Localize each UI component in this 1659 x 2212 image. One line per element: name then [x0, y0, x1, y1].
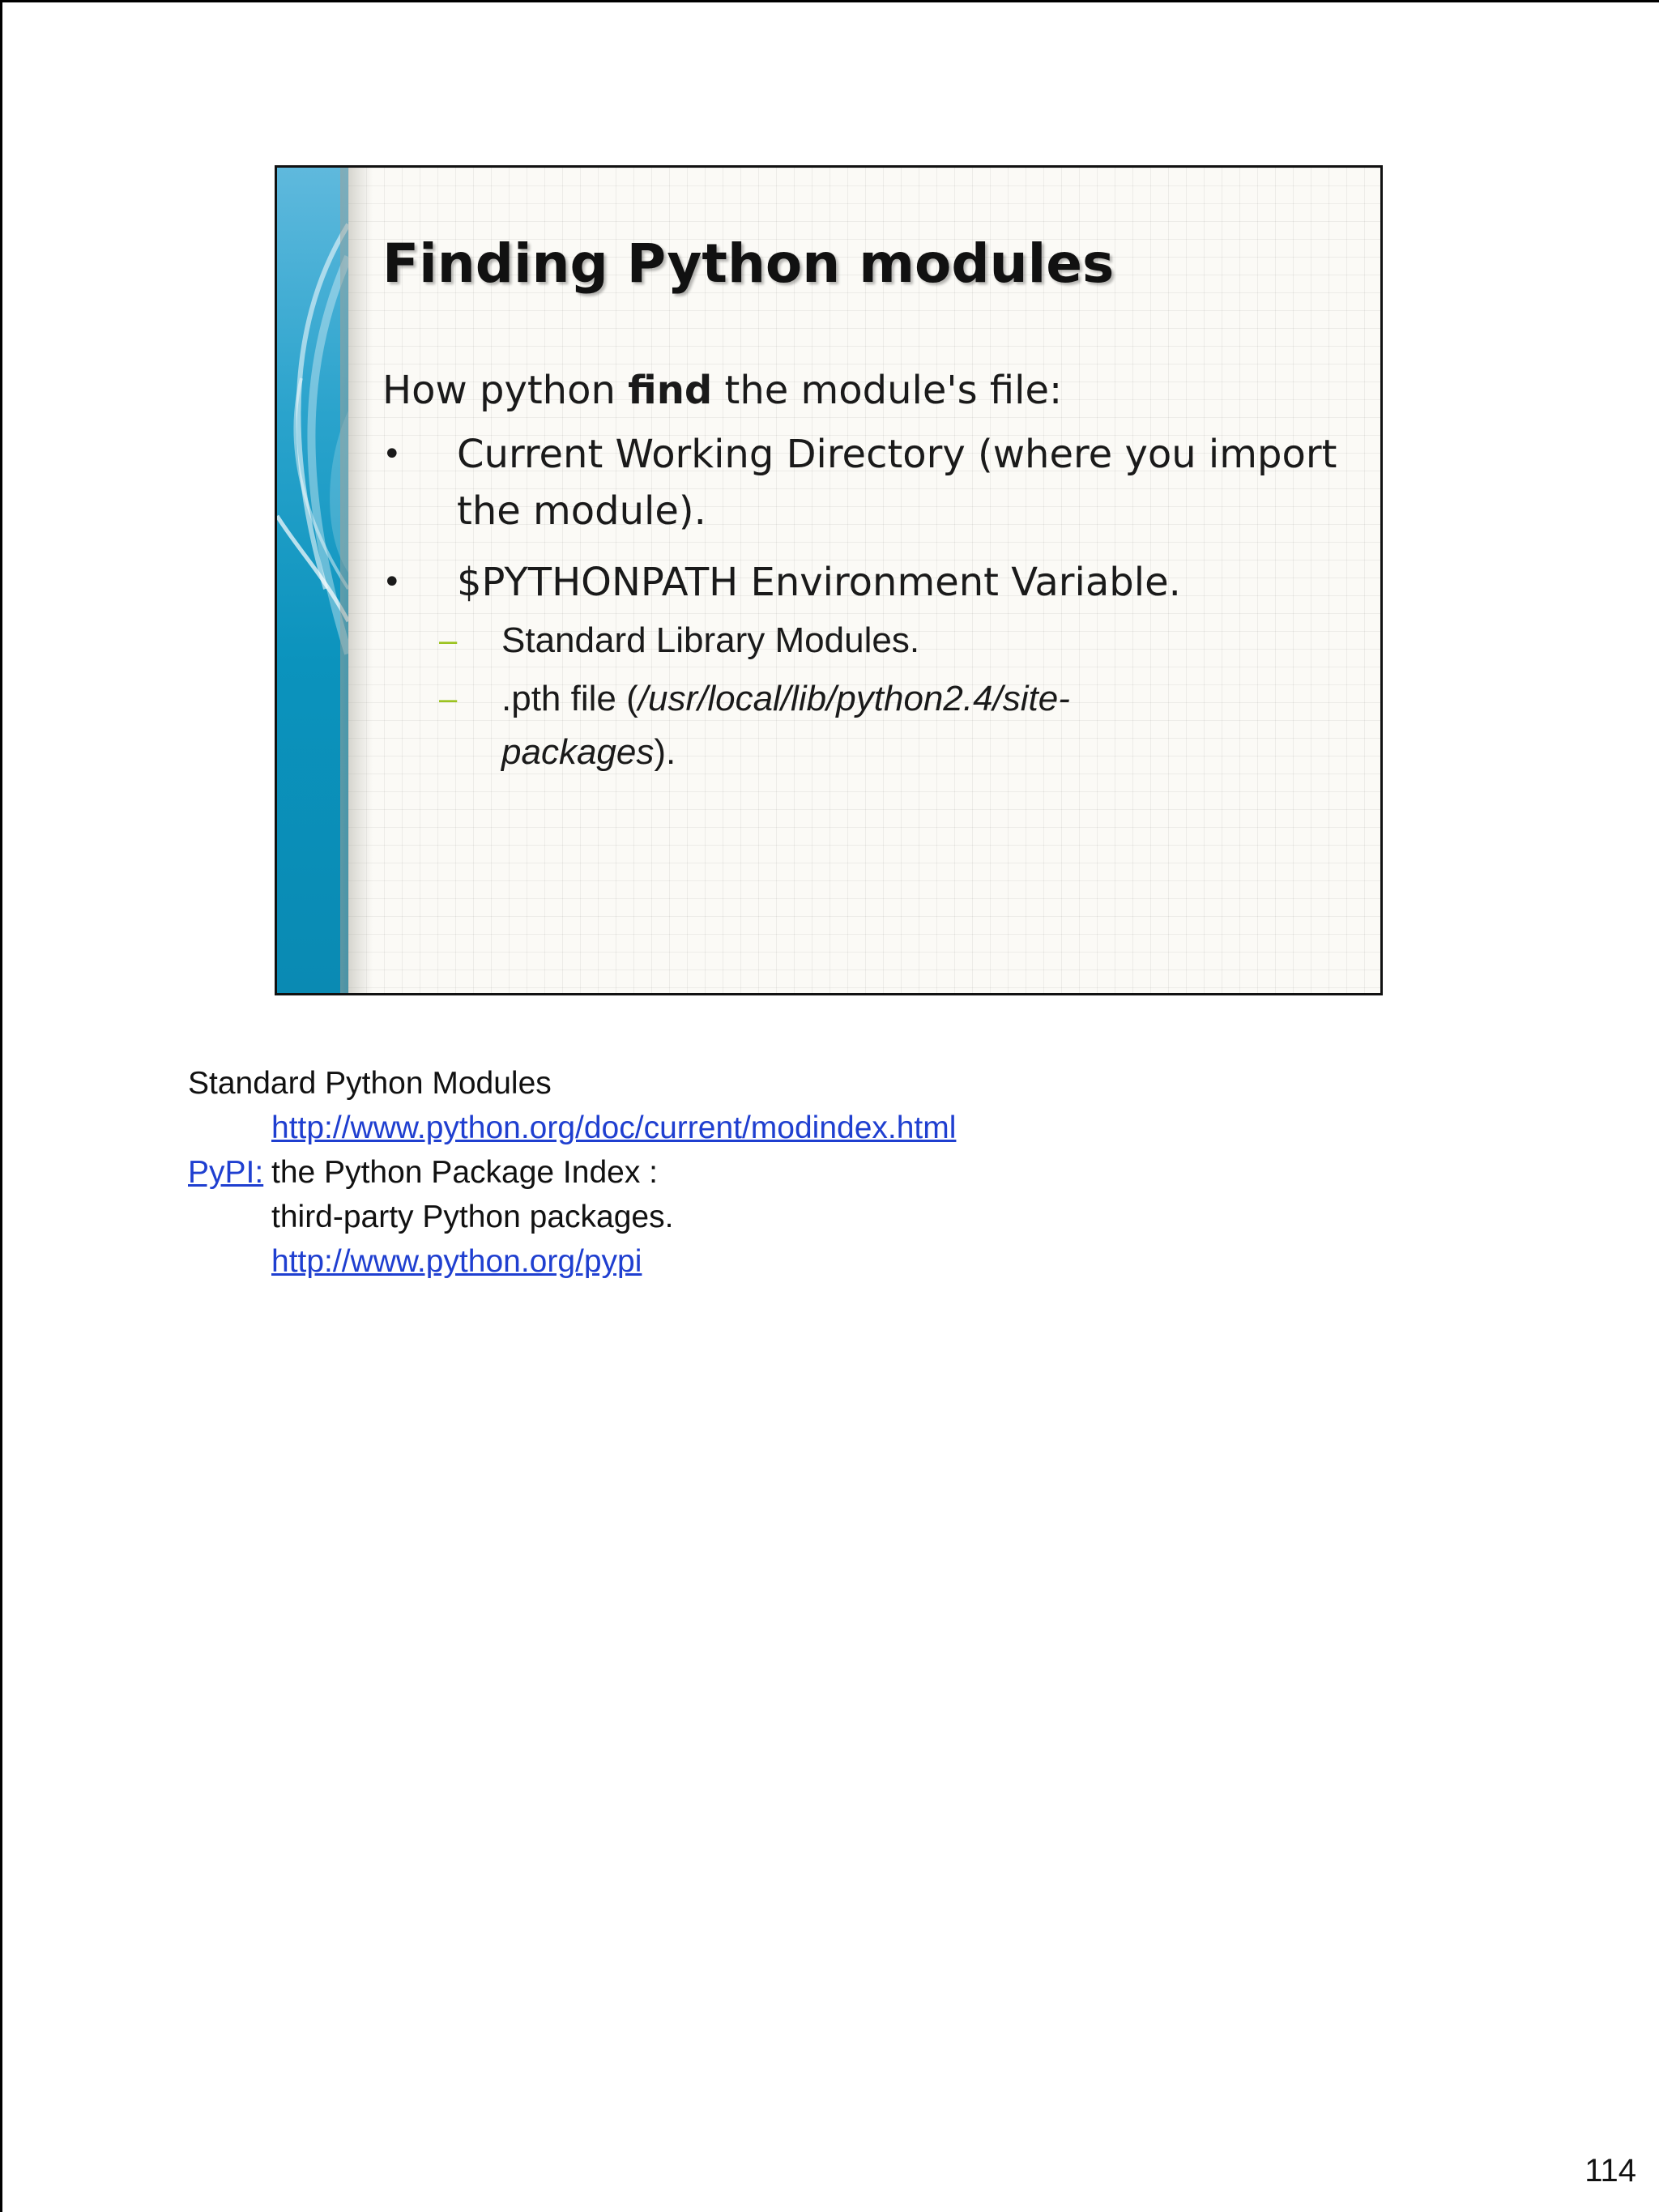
dash-icon: – — [439, 681, 458, 717]
pypi-url-link[interactable]: http://www.python.org/pypi — [271, 1244, 642, 1279]
slide-title: Finding Python modules — [382, 232, 1115, 295]
bullet-icon: • — [382, 436, 402, 473]
speaker-notes — [188, 1061, 956, 1284]
sub-bullet-item — [382, 614, 1338, 667]
dash-icon: – — [439, 623, 458, 658]
bullet-text: $PYTHONPATH Environment Variable. — [457, 560, 1181, 605]
pypi-description: the Python Package Index : — [271, 1155, 658, 1190]
pypi-link[interactable]: PyPI: — [188, 1155, 264, 1190]
intro-prefix: How python — [382, 368, 629, 413]
notes-line: third-party Python packages. — [271, 1200, 674, 1234]
slide-bar-shadow — [340, 168, 373, 993]
sub-bullet-item — [382, 672, 1117, 779]
sub-bullet-path: /usr/local/lib/python2.4/site-packages — [501, 679, 1070, 772]
sub-bullet-prefix: .pth file ( — [501, 679, 638, 718]
notes-link-row — [188, 1239, 956, 1284]
page-number: 114 — [1584, 2153, 1636, 2189]
slide-thumbnail — [275, 165, 1383, 995]
slide-body — [382, 366, 1338, 784]
intro-bold: find — [628, 368, 713, 413]
modindex-link[interactable]: http://www.python.org/doc/current/modindex.html — [271, 1110, 957, 1145]
intro-suffix: the module's file: — [712, 368, 1063, 413]
sub-bullet-text: Standard Library Modules. — [501, 620, 920, 660]
notes-link-row — [188, 1106, 956, 1150]
slide-decorative-bar — [277, 168, 348, 993]
notes-pypi-row — [188, 1150, 956, 1195]
wave-decoration-icon — [277, 168, 348, 995]
bullet-item — [382, 426, 1338, 539]
notes-line: Standard Python Modules — [188, 1066, 552, 1101]
bullet-icon: • — [382, 564, 402, 601]
bullet-text: Current Working Directory (where you import the module). — [457, 432, 1337, 534]
sub-bullet-suffix: ). — [654, 732, 676, 772]
bullet-item — [382, 554, 1338, 611]
slide-intro-line — [382, 366, 1338, 415]
